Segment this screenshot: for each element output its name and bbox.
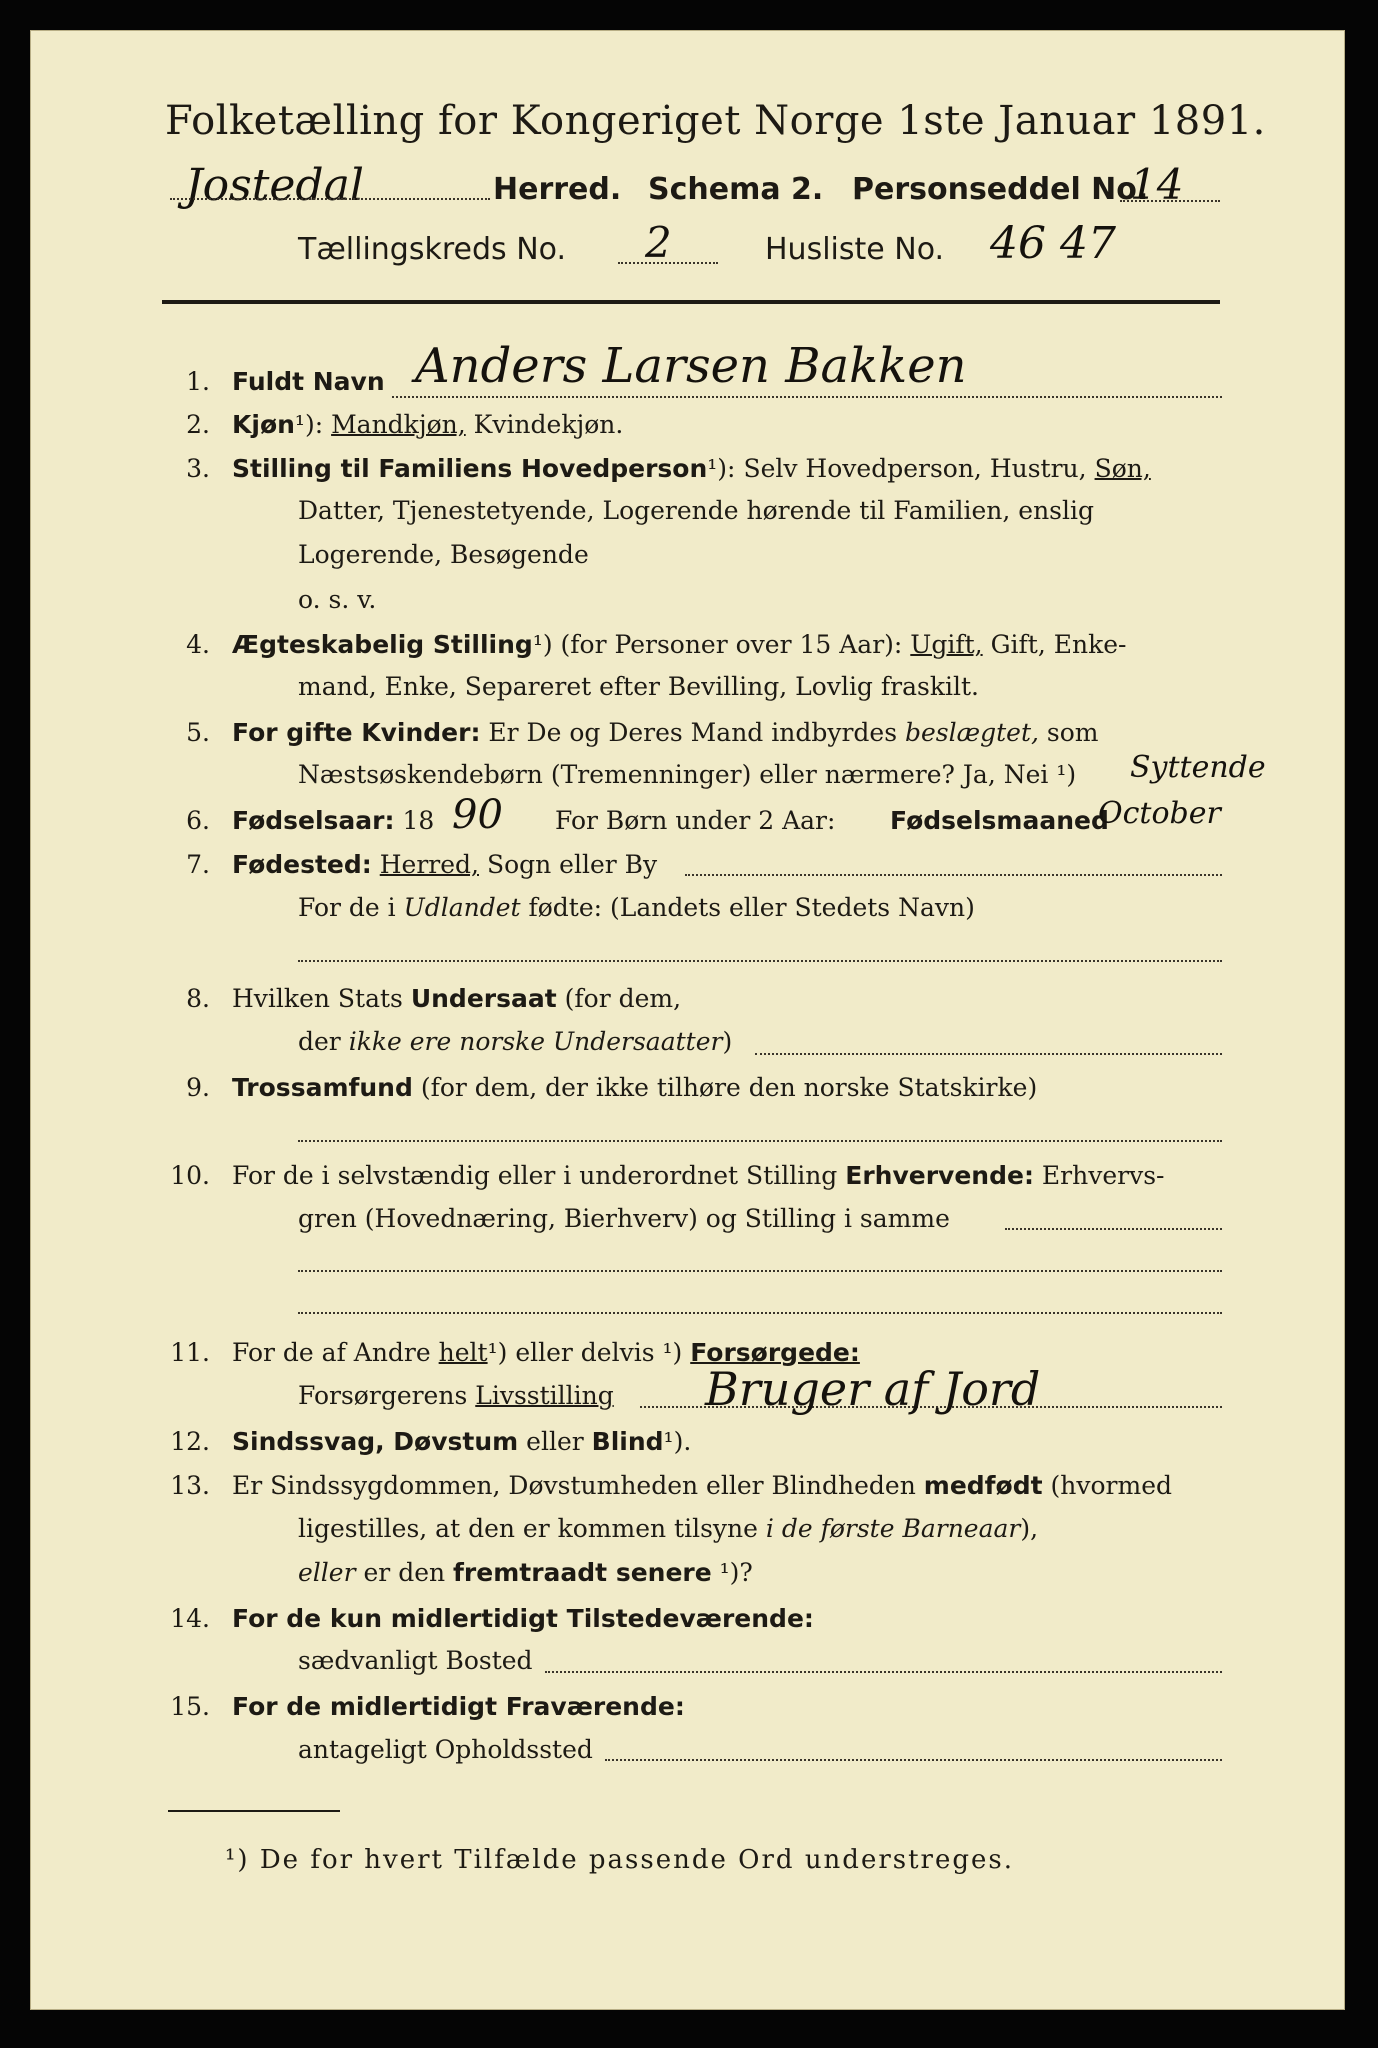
personseddel-dots [1120, 200, 1220, 202]
kreds-answer: 2 [645, 218, 672, 267]
item-label: Fødested: [232, 850, 372, 879]
item-label: Undersaat [410, 984, 557, 1013]
herred-label: Herred. [493, 172, 622, 207]
option-herred: Herred, [379, 850, 479, 879]
personseddel-answer: 14 [1130, 160, 1184, 209]
footnote-ref: ¹): [294, 410, 324, 439]
option-kvindekjon: Kvindekjøn. [473, 410, 624, 439]
full-name-answer: Anders Larsen Bakken [415, 338, 967, 394]
name-dots [392, 396, 1222, 398]
item-3-line2: Datter, Tjenestetyende, Logerende hørende til Familien, enslig [298, 496, 1095, 525]
item-15-line2: antageligt Opholdssted [298, 1735, 593, 1764]
item-8-line2: der ikke ere norske Undersaatter) [298, 1027, 733, 1056]
footnote: ¹) De for hvert Tilfælde passende Ord understreges. [225, 1845, 1015, 1875]
item-label: Erhvervende: [845, 1161, 1034, 1190]
item-number: 14. [170, 1604, 210, 1633]
item-label: For de kun midlertidigt Tilstedeværende: [232, 1604, 814, 1633]
schema-label: Schema 2. [648, 172, 824, 207]
option-ugift: Ugift, [910, 630, 983, 659]
item-6-mid: For Børn under 2 Aar: [555, 806, 836, 835]
item-number: 12. [170, 1427, 210, 1456]
item-number: 5. [186, 718, 210, 747]
item-7-line2: For de i Udlandet fødte: (Landets eller Stedets Navn) [298, 893, 975, 922]
husliste-label: Husliste No. [765, 232, 945, 267]
item-3-line4: o. s. v. [298, 585, 377, 614]
item-number: 3. [186, 454, 210, 483]
occupation-dots-1 [1005, 1228, 1222, 1230]
item-number: 4. [186, 630, 210, 659]
item-number: 13. [170, 1471, 210, 1500]
item-label: Fødselsaar: [232, 806, 395, 835]
footnote-ref: ¹): [707, 454, 736, 483]
birth-year-answer: 90 [452, 792, 503, 838]
item-6-label2: Fødselsmaaned [890, 806, 1109, 835]
item-5-line2: Næstsøskendebørn (Tremenninger) eller nærmere? Ja, Nei ¹) [298, 760, 1077, 789]
item-number: 15. [170, 1692, 210, 1721]
item-number: 2. [186, 410, 210, 439]
header-rule [162, 300, 1220, 304]
item-14-line2: sædvanligt Bosted [298, 1646, 533, 1675]
kreds-label: Tællingskreds No. [298, 232, 566, 267]
herred-answer: Jostedal [185, 160, 364, 211]
item-label: Stilling til Familiens Hovedperson [232, 454, 708, 483]
herred-dots [170, 198, 490, 200]
foreign-dots [298, 960, 1222, 962]
provider-answer: Bruger af Jord [705, 1362, 1041, 1416]
item-number: 10. [170, 1161, 210, 1190]
option-mandkjon: Mandkjøn, [331, 410, 466, 439]
item-label: Sindssvag, Døvstum [232, 1427, 519, 1456]
item-label: Ægteskabelig Stilling [232, 630, 533, 659]
item-label: For gifte Kvinder: [232, 718, 481, 747]
residence-dots [545, 1671, 1222, 1673]
subject-dots [755, 1053, 1222, 1055]
item-label: Kjøn [232, 410, 295, 439]
item-label: medfødt [923, 1471, 1043, 1500]
item-number: 1. [186, 367, 210, 396]
item-10-line2: gren (Hovednæring, Bierhverv) og Stilling i samme [298, 1204, 950, 1233]
form-title: Folketælling for Kongeriget Norge 1ste Januar 1891. [165, 98, 1266, 144]
religion-dots [298, 1140, 1222, 1142]
occupation-dots-2 [298, 1270, 1222, 1272]
item-number: 6. [186, 806, 210, 835]
personseddel-label: Personseddel No. [852, 172, 1149, 207]
item-number: 9. [186, 1073, 210, 1102]
relation-answer: Syttende [1130, 750, 1266, 785]
item-4-line2: mand, Enke, Separeret efter Bevilling, Lovlig fraskilt. [298, 672, 979, 701]
option-son: Søn, [1094, 454, 1151, 483]
birth-month-answer: October [1098, 796, 1221, 831]
option-helt: helt [438, 1338, 488, 1367]
item-13-line2: ligestilles, at den er kommen tilsyne i de første Barneaar), [298, 1514, 1039, 1543]
item-number: 8. [186, 984, 210, 1013]
birthplace-dots [685, 874, 1222, 876]
item-label: Trossamfund [232, 1073, 413, 1102]
item-number: 7. [186, 850, 210, 879]
item-number: 11. [170, 1338, 210, 1367]
item-label: Fuldt Navn [232, 367, 385, 396]
footnote-rule [168, 1810, 340, 1812]
kreds-dots [618, 262, 718, 264]
item-13-line3: eller er den fremtraadt senere ¹)? [298, 1558, 753, 1587]
husliste-answer: 46 47 [990, 218, 1116, 269]
item-3-line3: Logerende, Besøgende [298, 540, 589, 569]
census-form [30, 30, 1345, 2010]
stay-dots [605, 1759, 1222, 1761]
item-label: For de midlertidigt Fraværende: [232, 1692, 685, 1721]
occupation-dots-3 [298, 1312, 1222, 1314]
item-label: Forsørgede: [690, 1338, 860, 1367]
item-11-line2: Forsørgerens Livsstilling [298, 1381, 614, 1410]
